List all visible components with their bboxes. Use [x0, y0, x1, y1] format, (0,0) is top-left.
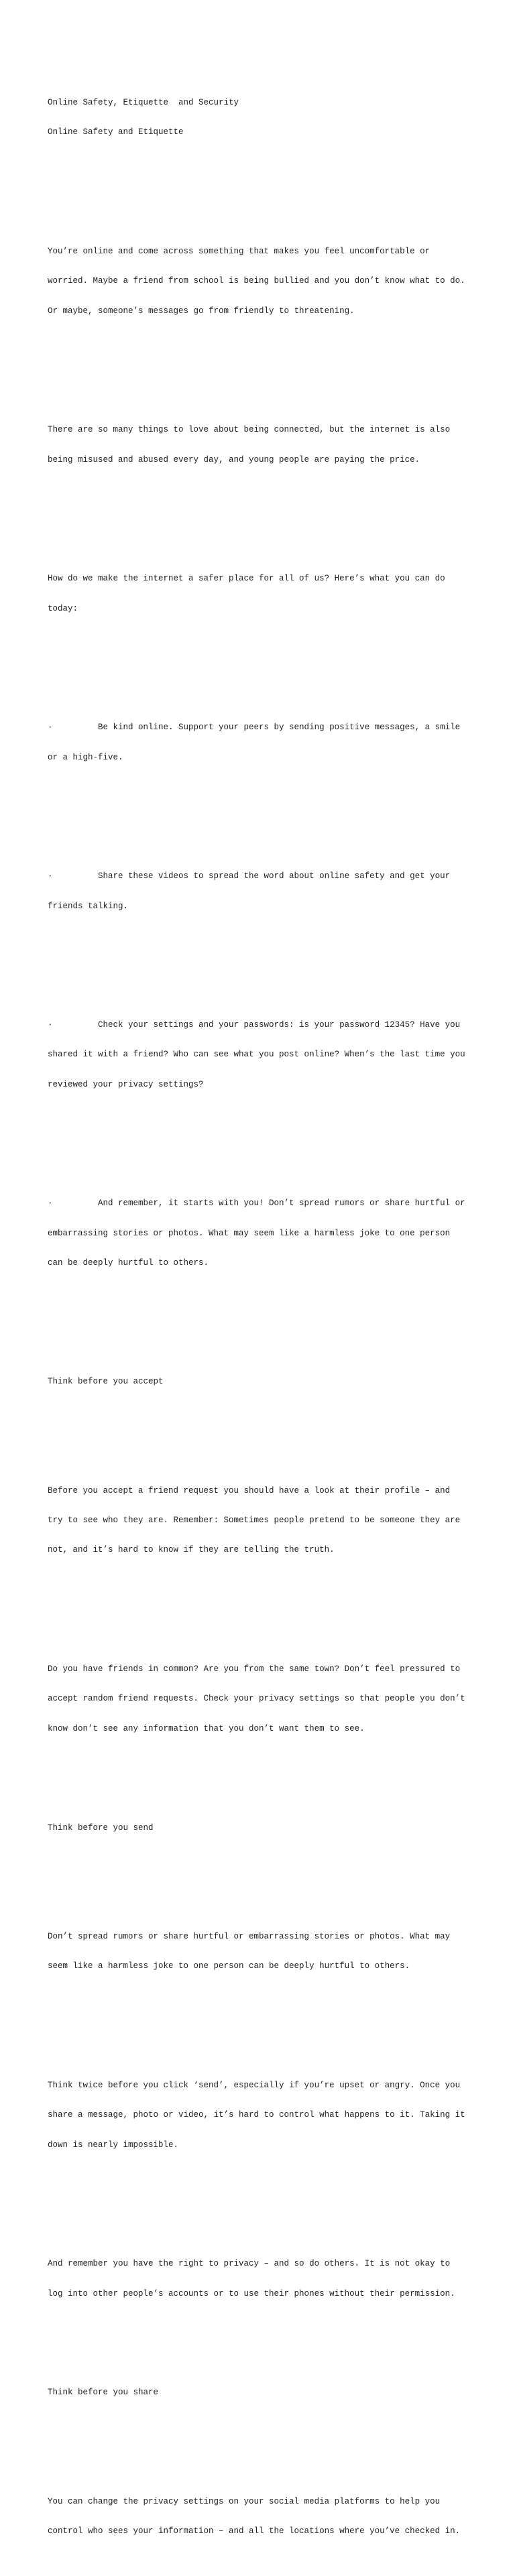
bullet-item	[48, 1179, 477, 1288]
text-line: Before you accept a friend request you should have a look at their profile – and	[48, 1485, 451, 1495]
send-paragraph-1	[48, 1912, 477, 1991]
bullet-line: reviewed your privacy settings?	[48, 1079, 204, 1089]
bullet-line: · Check your settings and your passwords: is your password 12345? Have you	[48, 1020, 461, 1030]
text-line: You can change the privacy settings on your social media platforms to help you	[48, 2496, 441, 2506]
bullet-line: or a high-five.	[48, 752, 123, 762]
bullet-line: · Share these videos to spread the word about online safety and get your	[48, 871, 451, 881]
text-line: Do you have friends in common? Are you from the same town? Don’t feel pressured to	[48, 1664, 461, 1674]
send-paragraph-3	[48, 2240, 477, 2319]
text-line: being misused and abused every day, and young people are paying the price.	[48, 454, 420, 465]
text-line: seem like a harmless joke to one person can be deeply hurtful to others.	[48, 1961, 410, 1971]
intro-paragraph-2	[48, 406, 477, 485]
text-line: log into other people’s accounts or to use their phones without their permission.	[48, 2288, 455, 2298]
text-line: worried. Maybe a friend from school is being bullied and you don’t know what to do.	[48, 276, 465, 286]
text-line: try to see who they are. Remember: Sometimes people pretend to be someone they are	[48, 1515, 461, 1525]
text-line: know don’t see any information that you don’t want them to see.	[48, 1723, 365, 1733]
bullet-line: embarrassing stories or photos. What may seem like a harmless joke to one person	[48, 1228, 451, 1238]
document-title	[48, 78, 477, 157]
text-line: How do we make the internet a safer place for all of us? Here’s what you can do	[48, 574, 445, 584]
bullet-line: shared it with a friend? Who can see what you post online? When’s the last time you	[48, 1050, 465, 1060]
text-line: You’re online and come across something that makes you feel uncomfortable or	[48, 246, 431, 256]
send-paragraph-2	[48, 2061, 477, 2170]
bullet-item	[48, 1001, 477, 1110]
text-line: not, and it’s hard to know if they are telling the truth.	[48, 1545, 335, 1555]
share-paragraph-1	[48, 2477, 477, 2556]
intro-paragraph-3	[48, 554, 477, 633]
bullet-line: friends talking.	[48, 901, 129, 911]
text-line: down is nearly impossible.	[48, 2140, 179, 2150]
intro-paragraph-1	[48, 227, 477, 336]
bullet-item	[48, 703, 477, 782]
section-heading-share: Think before you share	[48, 2388, 159, 2398]
title-line: Online Safety, Etiquette and Security	[48, 97, 239, 107]
subtitle-line: Online Safety and Etiquette	[48, 127, 184, 137]
text-line: accept random friend requests. Check your privacy settings so that people you don’t	[48, 1694, 465, 1704]
text-line: Or maybe, someone’s messages go from friendly to threatening.	[48, 306, 355, 316]
bullet-line: · Be kind online. Support your peers by sending positive messages, a smile	[48, 723, 461, 733]
section-heading-send: Think before you send	[48, 1823, 154, 1833]
text-line: today:	[48, 603, 78, 613]
bullet-item	[48, 852, 477, 931]
bullet-line: can be deeply hurtful to others.	[48, 1258, 209, 1268]
document-page	[48, 48, 477, 2576]
accept-paragraph-1	[48, 1466, 477, 1575]
section-heading-accept: Think before you accept	[48, 1377, 164, 1387]
accept-paragraph-2	[48, 1644, 477, 1754]
text-line: Don’t spread rumors or share hurtful or embarrassing stories or photos. What may	[48, 1931, 451, 1941]
text-line: And remember you have the right to privacy – and so do others. It is not okay to	[48, 2259, 451, 2269]
text-line: Think twice before you click ‘send’, especially if you’re upset or angry. Once you	[48, 2080, 461, 2090]
bullet-line: · And remember, it starts with you! Don’t spread rumors or share hurtful or	[48, 1199, 465, 1209]
text-line: There are so many things to love about being connected, but the internet is also	[48, 425, 451, 435]
text-line: share a message, photo or video, it’s hard to control what happens to it. Taking it	[48, 2110, 465, 2120]
text-line: control who sees your information – and all the locations where you’ve checked in.	[48, 2526, 461, 2536]
